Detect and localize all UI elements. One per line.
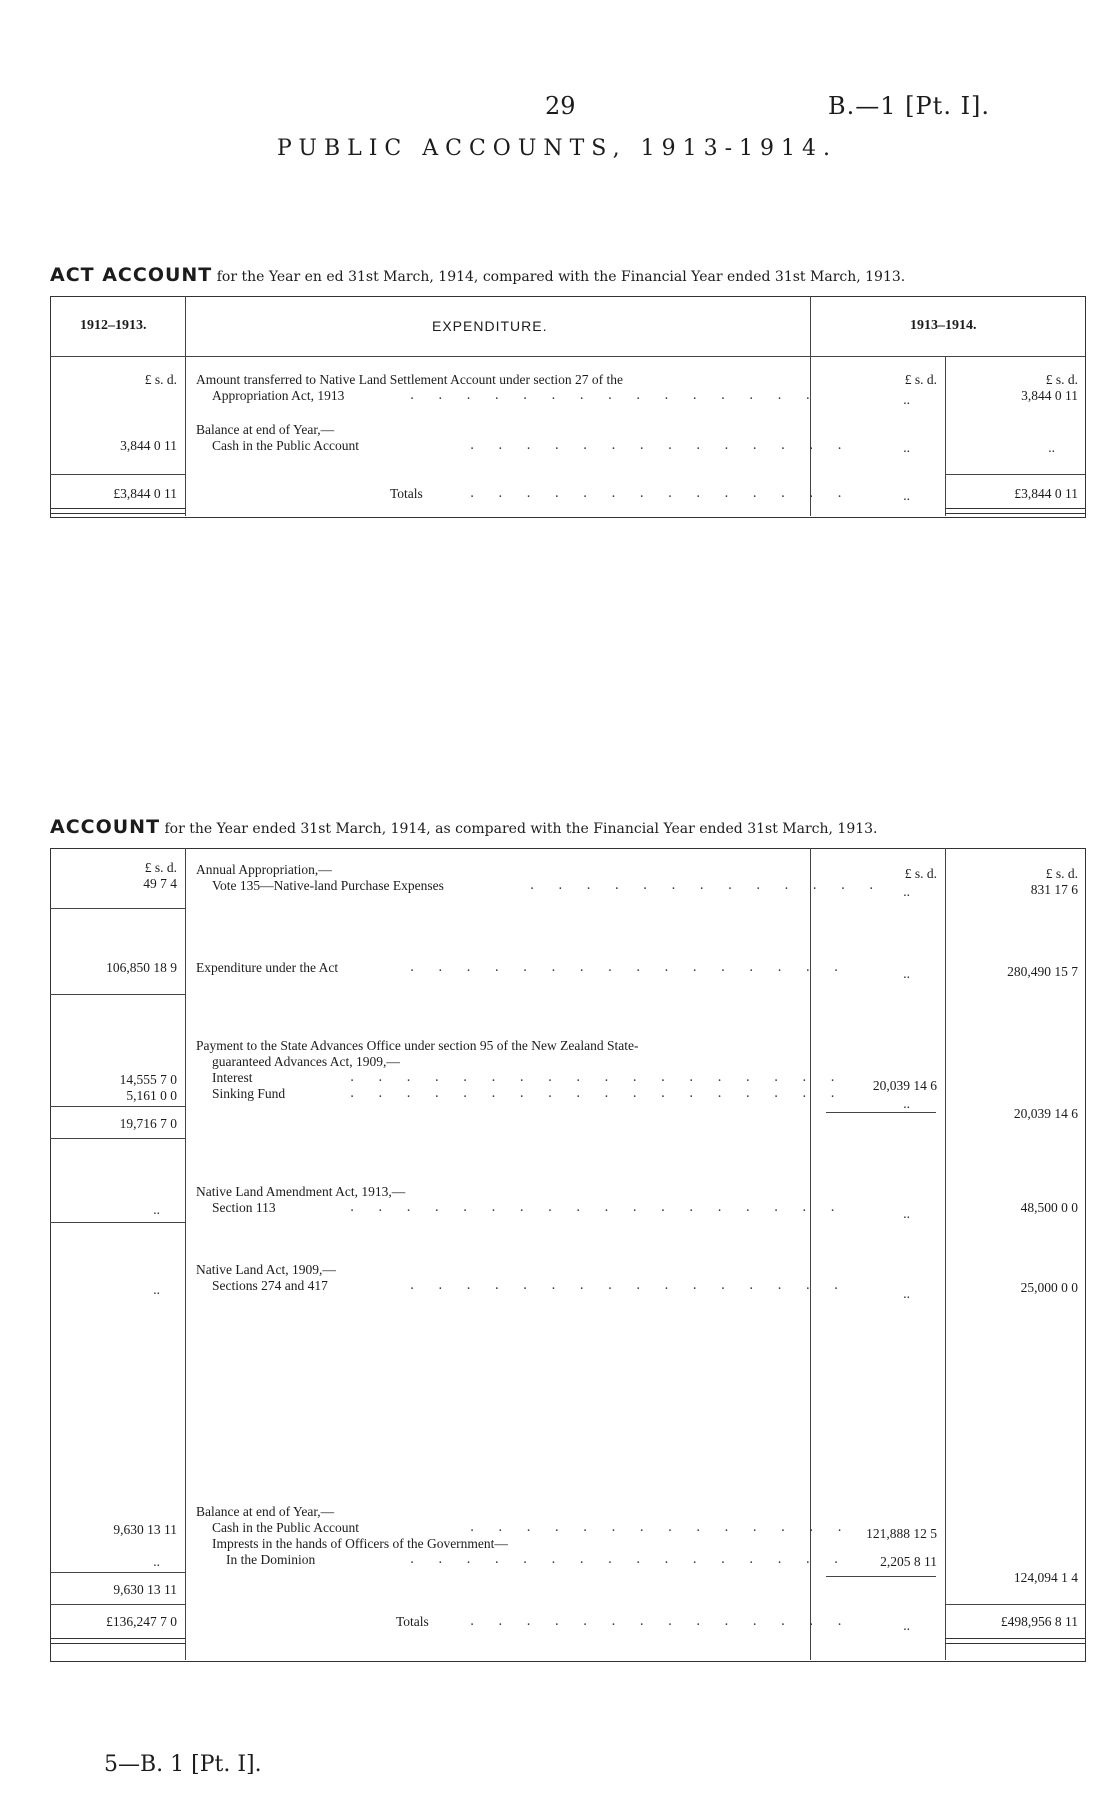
section2-caption bbox=[50, 816, 878, 838]
leader-dots: . . . . . . . . . . . . . . bbox=[470, 1520, 852, 1535]
total-label: Totals bbox=[390, 486, 423, 501]
row-expenditure-col3: 280,490 15 7 bbox=[1007, 964, 1078, 979]
row-public-account-desc: Cash in the Public Account bbox=[212, 1520, 359, 1535]
row-nla-1909-desc: Native Land Act, 1909,— bbox=[196, 1262, 336, 1277]
row-imprests-desc: Imprests in the hands of Officers of the Government— bbox=[212, 1536, 508, 1551]
row-nla-amendment-desc: Native Land Amendment Act, 1913,— bbox=[196, 1184, 406, 1199]
total-label: Totals bbox=[396, 1614, 429, 1629]
document-reference: B.—1 [Pt. I]. bbox=[828, 92, 991, 120]
row-balance-desc: Balance at end of Year,— bbox=[196, 422, 335, 437]
row-public-account-col1: 9,630 13 11 bbox=[113, 1522, 177, 1537]
row-sinking-fund-col2: .. bbox=[903, 1096, 910, 1111]
row-vote-col3: 831 17 6 bbox=[1030, 882, 1078, 897]
row-interest-col1: 14,555 7 0 bbox=[119, 1072, 177, 1087]
row-vote-desc-2: Vote 135—Native-land Purchase Expenses bbox=[212, 878, 444, 893]
row-state-advances-col3: 20,039 14 6 bbox=[1013, 1106, 1078, 1121]
units-col2: £ s. d. bbox=[904, 866, 937, 881]
row-nla-1909-col2: .. bbox=[903, 1286, 910, 1301]
section1-caption-bold: ACT ACCOUNT bbox=[50, 264, 213, 286]
leader-dots: . . . . . . . . . . . . . . bbox=[470, 438, 852, 453]
row-transfer-desc: Amount transferred to Native Land Settlement Account under section 27 of the bbox=[196, 372, 624, 387]
section2-caption-text: for the Year ended 31st March, 1914, as compared with the Financial Year ended 31st March, 1913. bbox=[164, 821, 878, 837]
total-col2: .. bbox=[903, 488, 910, 503]
row-public-account-col2: 121,888 12 5 bbox=[866, 1526, 937, 1541]
row-dominion-col1: .. bbox=[153, 1554, 160, 1569]
total-col1: £3,844 0 11 bbox=[113, 486, 177, 501]
total-col3: £498,956 8 11 bbox=[1000, 1614, 1078, 1629]
page-footer: 5—B. 1 [Pt. I]. bbox=[104, 1752, 262, 1777]
row-transfer-col3: 3,844 0 11 bbox=[1021, 388, 1078, 403]
leader-dots: . . . . . . . . . . . . . . . . . . bbox=[350, 1070, 845, 1085]
row-state-advances-desc-2: guaranteed Advances Act, 1909,— bbox=[212, 1054, 400, 1069]
row-nla-amendment-col2: .. bbox=[903, 1206, 910, 1221]
page-title: PUBLIC ACCOUNTS, 1913-1914. bbox=[277, 136, 837, 161]
row-year-balance-desc: Balance at end of Year,— bbox=[196, 1504, 335, 1519]
row-balance-col3: .. bbox=[1048, 440, 1055, 455]
row-balance-desc-2: Cash in the Public Account bbox=[212, 438, 359, 453]
leader-dots: . . . . . . . . . . . . . . . . bbox=[410, 1552, 849, 1567]
units-col1: £ s. d. bbox=[144, 860, 177, 875]
leader-dots: . . . . . . . . . . . . . . bbox=[470, 486, 852, 501]
header-1912-1913: 1912–1913. bbox=[80, 318, 147, 333]
units-col3: £ s. d. bbox=[1045, 372, 1078, 387]
total-col2: .. bbox=[903, 1618, 910, 1633]
row-nla-1909-desc-2: Sections 274 and 417 bbox=[212, 1278, 328, 1293]
row-dominion-desc: In the Dominion bbox=[226, 1552, 316, 1567]
leader-dots: . . . . . . . . . . . . . . . . . . bbox=[350, 1200, 845, 1215]
row-transfer-desc-2: Appropriation Act, 1913 bbox=[212, 388, 345, 403]
section1-table bbox=[50, 296, 1086, 520]
row-expenditure-col2: .. bbox=[903, 966, 910, 981]
total-col3: £3,844 0 11 bbox=[1014, 486, 1078, 501]
row-vote-col1: 49 7 4 bbox=[143, 876, 177, 891]
row-year-balance-col3: 124,094 1 4 bbox=[1013, 1570, 1078, 1585]
header-expenditure: EXPENDITURE. bbox=[432, 318, 548, 334]
row-vote-col2: .. bbox=[903, 884, 910, 899]
row-interest-col2: 20,039 14 6 bbox=[872, 1078, 937, 1093]
header-1913-1914: 1913–1914. bbox=[910, 318, 977, 333]
row-expenditure-desc: Expenditure under the Act bbox=[196, 960, 339, 975]
row-nla-1909-col1: .. bbox=[153, 1282, 160, 1297]
section2-caption-bold: ACCOUNT bbox=[50, 816, 161, 838]
section2-table bbox=[50, 848, 1086, 1668]
leader-dots: . . . . . . . . . . . . . . . . bbox=[410, 960, 849, 975]
total-col1: £136,247 7 0 bbox=[106, 1614, 177, 1629]
leader-dots: . . . . . . . . . . . . . . bbox=[470, 1614, 852, 1629]
row-nla-amendment-col1: .. bbox=[153, 1202, 160, 1217]
row-balance-col2: .. bbox=[903, 440, 910, 455]
units-col2: £ s. d. bbox=[904, 372, 937, 387]
row-year-balance-total-col1: 9,630 13 11 bbox=[113, 1582, 177, 1597]
row-transfer-col2: .. bbox=[903, 392, 910, 407]
leader-dots: . . . . . . . . . . . . . . . . bbox=[410, 1278, 849, 1293]
row-sinking-fund-col1: 5,161 0 0 bbox=[126, 1088, 177, 1103]
units-col3: £ s. d. bbox=[1045, 866, 1078, 881]
row-sinking-fund-desc: Sinking Fund bbox=[212, 1086, 286, 1101]
row-interest-desc: Interest bbox=[212, 1070, 253, 1085]
leader-dots: . . . . . . . . . . . . . . . . . . bbox=[350, 1086, 845, 1101]
row-vote-desc: Annual Appropriation,— bbox=[196, 862, 332, 877]
row-balance-col1: 3,844 0 11 bbox=[120, 438, 177, 453]
row-nla-amendment-desc-2: Section 113 bbox=[212, 1200, 276, 1215]
row-dominion-col2: 2,205 8 11 bbox=[880, 1554, 937, 1569]
leader-dots: . . . . . . . . . . . . . . . bbox=[410, 388, 820, 403]
section1-caption bbox=[50, 264, 905, 286]
row-state-advances-desc: Payment to the State Advances Office under section 95 of the New Zealand State- bbox=[196, 1038, 639, 1053]
row-expenditure-col1: 106,850 18 9 bbox=[106, 960, 177, 975]
units-col1: £ s. d. bbox=[144, 372, 177, 387]
row-nla-amendment-col3: 48,500 0 0 bbox=[1020, 1200, 1078, 1215]
section1-caption-text: for the Year en ed 31st March, 1914, compared with the Financial Year ended 31st March, 1913. bbox=[216, 269, 906, 285]
row-nla-1909-col3: 25,000 0 0 bbox=[1020, 1280, 1078, 1295]
row-state-advances-total-col1: 19,716 7 0 bbox=[119, 1116, 177, 1131]
leader-dots: . . . . . . . . . . . . . bbox=[530, 878, 884, 893]
page-number: 29 bbox=[545, 92, 576, 120]
